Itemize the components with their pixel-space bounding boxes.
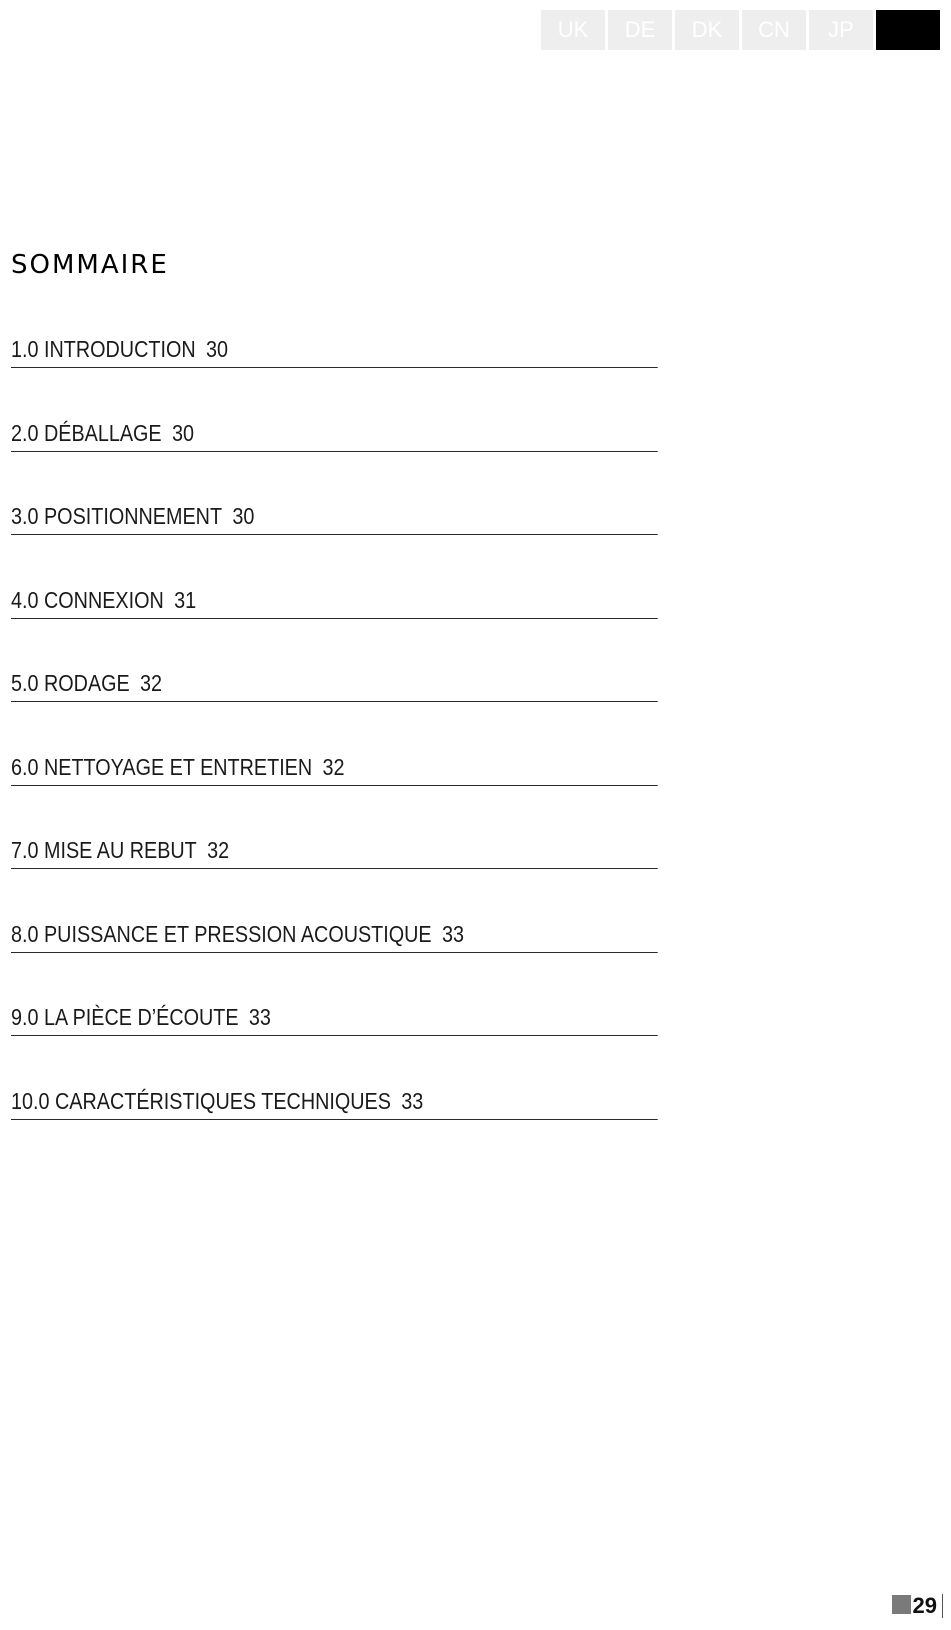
toc-item-title: 6.0 NETTOYAGE ET ENTRETIEN (11, 753, 313, 780)
toc-item-title: 9.0 LA PIÈCE D’ÉCOUTE (11, 1004, 239, 1030)
language-tab-uk[interactable] (541, 10, 605, 50)
toc-item-page: 30 (171, 419, 194, 446)
toc-item (11, 320, 763, 404)
toc-item (11, 988, 763, 1072)
page-footer (892, 1594, 943, 1618)
toc-link-connexion[interactable] (11, 571, 658, 619)
toc-item-page: 33 (441, 920, 464, 947)
toc-item-title: 10.0 CARACTÉRISTIQUES TECHNIQUES (11, 1087, 391, 1114)
toc-link-introduction[interactable] (11, 320, 658, 368)
toc-item-page: 32 (140, 670, 163, 696)
language-tab-dk[interactable] (675, 10, 739, 50)
toc-link-mise-au-rebut[interactable] (11, 821, 658, 869)
toc-link-piece-ecoute[interactable] (11, 988, 658, 1036)
toc-item-title: 7.0 MISE AU REBUT (11, 837, 197, 863)
toc-item (11, 654, 763, 738)
language-tab-label: UK (557, 17, 589, 42)
page-marker-icon (892, 1595, 911, 1614)
toc-item (11, 1072, 763, 1156)
toc-item-title: 4.0 CONNEXION (11, 586, 164, 613)
language-tab-cn[interactable] (742, 10, 806, 50)
toc-link-rodage[interactable] (11, 654, 658, 702)
toc-item (11, 738, 763, 822)
toc-link-puissance-pression[interactable] (11, 905, 658, 953)
toc-item-title: 8.0 PUISSANCE ET PRESSION ACOUSTIQUE (11, 920, 432, 947)
table-of-contents (11, 320, 763, 1155)
toc-item-title: 3.0 POSITIONNEMENT (11, 503, 223, 529)
toc-link-positionnement[interactable] (11, 487, 658, 535)
toc-link-nettoyage-entretien[interactable] (11, 738, 658, 786)
language-tab-de[interactable] (608, 10, 672, 50)
toc-item-title: 2.0 DÉBALLAGE (11, 419, 162, 446)
language-tab-label: DE (624, 17, 656, 42)
toc-item-title: 5.0 RODAGE (11, 670, 130, 696)
language-tab-label: DK (691, 17, 723, 42)
toc-item-page: 31 (174, 586, 197, 613)
language-tab-fr[interactable] (876, 10, 940, 50)
toc-item-page: 32 (322, 753, 345, 780)
toc-item (11, 821, 763, 905)
toc-item-page: 33 (401, 1087, 424, 1114)
language-tab-jp[interactable] (809, 10, 873, 50)
toc-item (11, 905, 763, 989)
toc-item-title: 1.0 INTRODUCTION (11, 336, 196, 362)
toc-item (11, 487, 763, 571)
toc-item-page: 30 (232, 503, 255, 529)
language-tab-label: FR (893, 17, 923, 42)
toc-item (11, 404, 763, 488)
toc-item-page: 32 (207, 837, 230, 863)
language-tab-label: CN (758, 17, 790, 42)
language-tab-label: JP (828, 17, 854, 42)
toc-link-caracteristiques[interactable] (11, 1072, 658, 1120)
toc-item-page: 33 (248, 1004, 271, 1030)
toc-item-page: 30 (205, 336, 228, 362)
language-tabs (541, 10, 943, 50)
toc-link-deballage[interactable] (11, 404, 658, 452)
toc-item (11, 571, 763, 655)
page-number: 29 (913, 1594, 943, 1618)
page-title: SOMMAIRE (11, 250, 169, 280)
